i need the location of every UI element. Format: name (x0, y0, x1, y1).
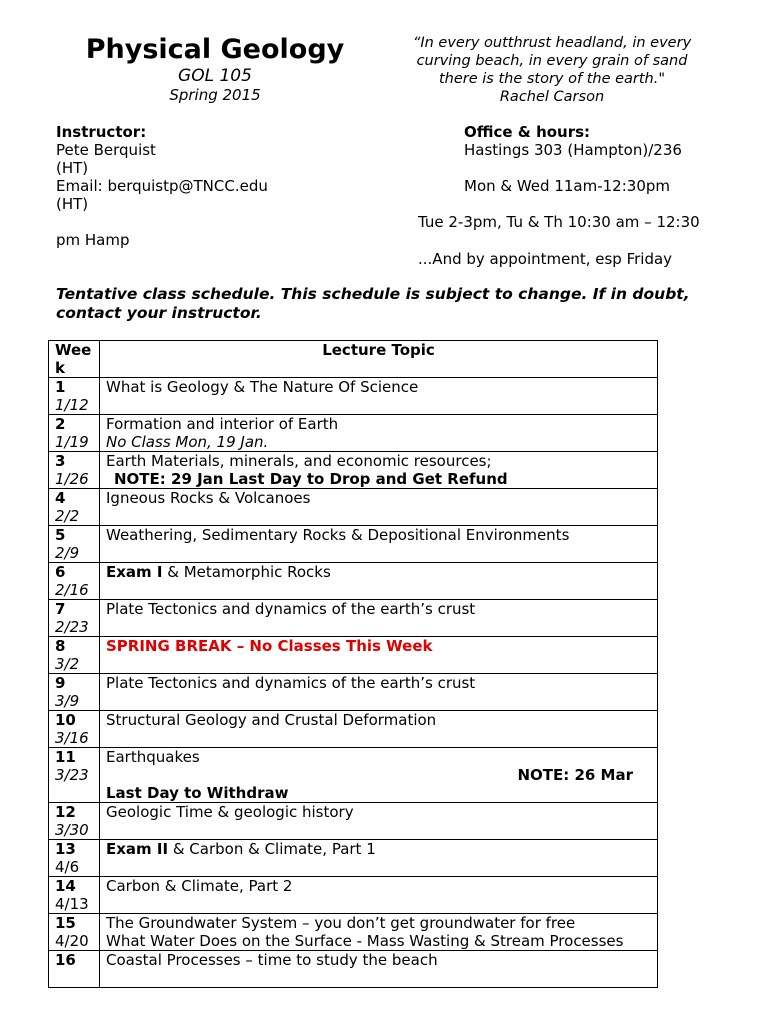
topic-cell (100, 951, 658, 988)
week-cell (49, 803, 100, 840)
topic-cell (100, 914, 658, 951)
week-date: 1/19 (55, 433, 89, 451)
week-date: 2/16 (55, 581, 89, 599)
week-number: 3 (55, 452, 66, 470)
week-cell (49, 452, 100, 489)
topic-line (106, 563, 651, 581)
week-cell (49, 563, 100, 600)
table-row (49, 877, 658, 914)
office-hours-tue-thu: Tue 2-3pm, Tu & Th 10:30 am – 12:30 (418, 213, 700, 231)
topic-exam-label: Exam II (106, 840, 169, 858)
week-date: 2/23 (55, 618, 89, 636)
topic-line: Carbon & Climate, Part 2 (106, 877, 293, 895)
topic-line: Weathering, Sedimentary Rocks & Depositional Environments (106, 526, 570, 544)
table-row (49, 378, 658, 415)
instructor-email: Email: berquistp@TNCC.edu (56, 177, 268, 195)
quote-line: there is the story of the earth." (438, 71, 666, 87)
week-cell (49, 600, 100, 637)
topic-text: & Metamorphic Rocks (162, 563, 331, 581)
topic-deadline-note: Last Day to Withdraw (106, 784, 289, 802)
week-cell (49, 951, 100, 988)
table-row (49, 674, 658, 711)
table-header-row (49, 341, 658, 378)
table-row (49, 951, 658, 988)
week-date: 1/26 (55, 470, 89, 488)
office-location: Hastings 303 (Hampton)/236 (464, 141, 682, 159)
week-cell (49, 674, 100, 711)
document-title: Physical Geology (85, 34, 345, 65)
topic-line: Earthquakes (106, 748, 200, 766)
week-number: 12 (55, 803, 76, 821)
topic-line: Formation and interior of Earth (106, 415, 339, 433)
topic-cell (100, 489, 658, 526)
topic-line: What Water Does on the Surface - Mass Wasting & Stream Processes (106, 932, 624, 950)
topic-cell (100, 840, 658, 877)
topic-line: Igneous Rocks & Volcanoes (106, 489, 311, 507)
topic-cell (100, 526, 658, 563)
week-date: 1/12 (55, 396, 89, 414)
week-cell (49, 914, 100, 951)
week-number: 8 (55, 637, 66, 655)
quote-line: “In every outthrust headland, in every (412, 35, 692, 51)
week-date: 3/9 (55, 692, 80, 710)
week-number: 2 (55, 415, 66, 433)
topic-line: Coastal Processes – time to study the beach (106, 951, 438, 969)
topic-cell (100, 378, 658, 415)
week-date: 4/6 (55, 858, 80, 876)
topic-deadline-note: NOTE: 29 Jan Last Day to Drop and Get Refund (114, 470, 508, 488)
instructor-ht: (HT) (56, 159, 89, 177)
week-cell (49, 415, 100, 452)
week-cell (49, 378, 100, 415)
topic-cell (100, 803, 658, 840)
topic-line (106, 840, 651, 858)
schedule-note-line: Tentative class schedule. This schedule is subject to change. If in doubt, (56, 285, 690, 303)
week-number: 10 (55, 711, 76, 729)
week-cell (49, 526, 100, 563)
epigraph-quote (392, 34, 712, 105)
table-row (49, 415, 658, 452)
header-topic-label: Lecture Topic (322, 341, 435, 359)
table-row (49, 452, 658, 489)
topic-cell (100, 711, 658, 748)
schedule-table (48, 340, 658, 988)
office-hours-mon-wed: Mon & Wed 11am-12:30pm (464, 177, 670, 195)
week-number: 1 (55, 378, 66, 396)
week-cell (49, 748, 100, 803)
week-date: 4/13 (55, 895, 89, 913)
week-number: 4 (55, 489, 66, 507)
week-cell (49, 489, 100, 526)
topic-line: What is Geology & The Nature Of Science (106, 378, 419, 396)
header-topic (100, 341, 658, 378)
topic-line: Geologic Time & geologic history (106, 803, 354, 821)
topic-alert: SPRING BREAK – No Classes This Week (106, 637, 433, 655)
week-cell (49, 637, 100, 674)
topic-cell (100, 877, 658, 914)
table-row (49, 600, 658, 637)
topic-cell (100, 748, 658, 803)
schedule-table-body (49, 341, 658, 988)
week-date: 2/2 (55, 507, 80, 525)
topic-cell (100, 415, 658, 452)
topic-line: Earth Materials, minerals, and economic resources; (106, 452, 492, 470)
week-number: 7 (55, 600, 66, 618)
topic-line: The Groundwater System – you don’t get groundwater for free (106, 914, 576, 932)
office-hours-appointment: ...And by appointment, esp Friday (418, 250, 673, 268)
week-date: 2/9 (55, 544, 80, 562)
week-number: 11 (55, 748, 76, 766)
week-date: 3/16 (55, 729, 89, 747)
header-week-line: k (55, 359, 65, 377)
table-row (49, 526, 658, 563)
office-heading: Office & hours: (464, 123, 591, 141)
instructor-heading: Instructor: (56, 123, 147, 141)
table-row (49, 803, 658, 840)
topic-cell (100, 452, 658, 489)
table-row (49, 914, 658, 951)
header-week (49, 341, 100, 378)
topic-exam-label: Exam I (106, 563, 163, 581)
topic-text: & Carbon & Climate, Part 1 (168, 840, 376, 858)
table-row (49, 840, 658, 877)
topic-line: Structural Geology and Crustal Deformation (106, 711, 437, 729)
table-row (49, 563, 658, 600)
week-number: 15 (55, 914, 76, 932)
term: Spring 2015 (169, 86, 261, 104)
schedule-note (56, 285, 696, 323)
topic-cell (100, 600, 658, 637)
topic-cell (100, 637, 658, 674)
week-date: 4/20 (55, 932, 89, 950)
instructor-ht-2: (HT) (56, 195, 89, 213)
week-date: 3/30 (55, 821, 89, 839)
week-number: 6 (55, 563, 66, 581)
topic-cell (100, 674, 658, 711)
header-week-line: Wee (55, 341, 92, 359)
week-cell (49, 711, 100, 748)
week-date: 3/2 (55, 655, 80, 673)
quote-attribution: Rachel Carson (499, 89, 605, 105)
quote-line: curving beach, in every grain of sand (416, 53, 688, 69)
week-number: 13 (55, 840, 76, 858)
week-cell (49, 840, 100, 877)
week-number: 5 (55, 526, 66, 544)
topic-note: No Class Mon, 19 Jan. (106, 433, 269, 451)
week-date: 3/23 (55, 766, 89, 784)
topic-line: Plate Tectonics and dynamics of the earth’s crust (106, 600, 476, 618)
table-row (49, 637, 658, 674)
topic-deadline-note: NOTE: 26 Mar (517, 766, 633, 784)
table-row (49, 748, 658, 803)
week-cell (49, 877, 100, 914)
week-number: 9 (55, 674, 66, 692)
week-number: 16 (55, 951, 76, 969)
office-hours-wrap: pm Hamp (56, 231, 130, 249)
table-row (49, 489, 658, 526)
topic-cell (100, 563, 658, 600)
week-number: 14 (55, 877, 76, 895)
course-code: GOL 105 (178, 66, 252, 86)
topic-line: Plate Tectonics and dynamics of the earth’s crust (106, 674, 476, 692)
table-row (49, 711, 658, 748)
schedule-note-line: contact your instructor. (56, 304, 262, 322)
instructor-name: Pete Berquist (56, 141, 156, 159)
